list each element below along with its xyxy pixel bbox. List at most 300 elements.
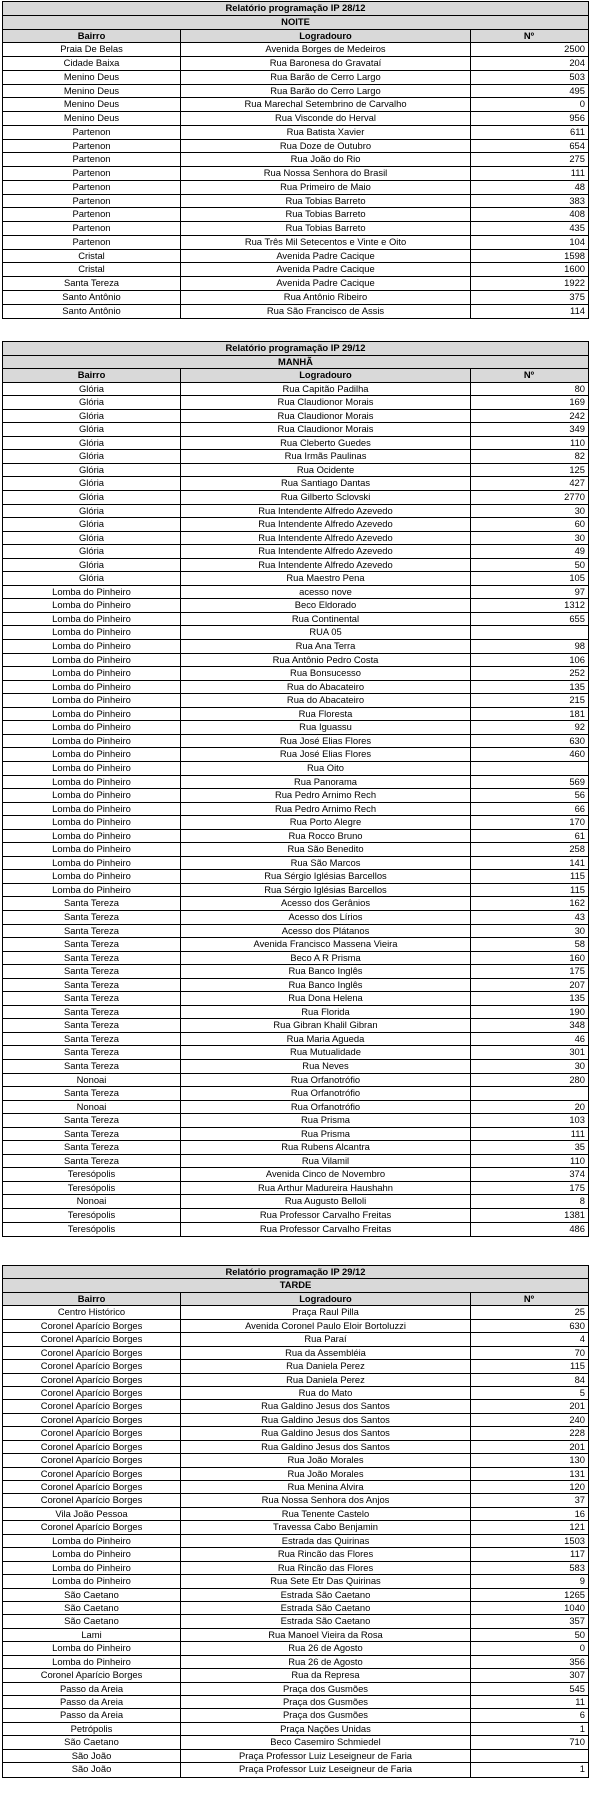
cell-numero: 383 bbox=[569, 194, 585, 206]
cell-numero: 111 bbox=[570, 1127, 585, 1139]
table-row bbox=[3, 735, 588, 749]
cell-logradouro: Rua Manoel Vieira da Rosa bbox=[181, 1629, 471, 1641]
cell-bairro: Glória bbox=[3, 410, 181, 423]
cell-bairro: Lomba do Pinheiro bbox=[3, 626, 181, 639]
cell-logradouro: Rua Bonsucesso bbox=[181, 667, 471, 680]
cell-logradouro: Rua Três Mil Setecentos e Vinte e Oito bbox=[181, 236, 471, 249]
cell-logradouro: Rua Iguassu bbox=[181, 721, 471, 734]
table-row bbox=[3, 464, 588, 478]
table-row bbox=[3, 383, 588, 397]
cell-bairro: São Caetano bbox=[3, 1615, 181, 1627]
cell-numero: 60 bbox=[574, 518, 585, 530]
cell-numero: 56 bbox=[574, 789, 585, 801]
cell-numero: 201 bbox=[569, 1400, 585, 1412]
header-bairro: Bairro bbox=[3, 1293, 181, 1305]
cell-bairro: Glória bbox=[3, 545, 181, 558]
cell-logradouro: Rua Galdino Jesus dos Santos bbox=[181, 1427, 471, 1439]
cell-logradouro: Rua Gilberto Sclovski bbox=[181, 491, 471, 504]
cell-numero: 710 bbox=[569, 1736, 585, 1748]
cell-numero: 427 bbox=[569, 477, 585, 489]
cell-bairro: Lomba do Pinheiro bbox=[3, 748, 181, 761]
cell-numero: 160 bbox=[569, 951, 585, 963]
table-row bbox=[3, 1195, 588, 1209]
cell-bairro: Passo da Areia bbox=[3, 1683, 181, 1695]
cell-logradouro: Acesso dos Gerânios bbox=[181, 897, 471, 910]
cell-logradouro: Rua Florida bbox=[181, 1006, 471, 1019]
cell-logradouro: Rua Galdino Jesus dos Santos bbox=[181, 1400, 471, 1412]
cell-numero: 204 bbox=[569, 57, 585, 68]
cell-bairro: Lomba do Pinheiro bbox=[3, 816, 181, 829]
cell-bairro: Santa Tereza bbox=[3, 1155, 181, 1168]
cell-numero: 111 bbox=[570, 167, 585, 178]
cell-bairro: Santa Tereza bbox=[3, 965, 181, 978]
report-title: Relatório programação IP 29/12 bbox=[3, 1266, 588, 1279]
table-row bbox=[3, 1223, 588, 1237]
table-row bbox=[3, 477, 588, 491]
cell-logradouro: Rua Mutualidade bbox=[181, 1046, 471, 1059]
cell-logradouro: Rua da Represa bbox=[181, 1669, 471, 1681]
cell-logradouro: Rua Banco Inglês bbox=[181, 965, 471, 978]
table-row bbox=[3, 843, 588, 857]
cell-numero: 121 bbox=[569, 1521, 585, 1533]
cell-numero: 374 bbox=[569, 1168, 585, 1180]
cell-bairro: Glória bbox=[3, 423, 181, 436]
table-row bbox=[3, 708, 588, 722]
cell-logradouro: Estrada São Caetano bbox=[181, 1615, 471, 1627]
cell-bairro: Lomba do Pinheiro bbox=[3, 667, 181, 680]
table-row bbox=[3, 1427, 588, 1440]
cell-numero: 2500 bbox=[564, 43, 585, 55]
cell-bairro: Santa Tereza bbox=[3, 938, 181, 951]
header-bairro: Bairro bbox=[3, 369, 181, 382]
cell-numero: 130 bbox=[569, 1454, 585, 1466]
cell-bairro: Lomba do Pinheiro bbox=[3, 762, 181, 775]
cell-numero: 92 bbox=[574, 721, 585, 733]
table-row bbox=[3, 263, 588, 277]
cell-bairro: Partenon bbox=[3, 195, 181, 208]
cell-logradouro: Beco Eldorado bbox=[181, 599, 471, 612]
cell-logradouro: Rua João Morales bbox=[181, 1454, 471, 1466]
cell-numero: 495 bbox=[569, 84, 585, 96]
cell-logradouro: Rua Tobias Barreto bbox=[181, 222, 471, 235]
cell-numero: 50 bbox=[574, 558, 585, 570]
cell-numero: 5 bbox=[579, 1386, 585, 1398]
table-row bbox=[3, 803, 588, 817]
cell-logradouro: Rua Gibran Khalil Gibran bbox=[181, 1019, 471, 1032]
cell-logradouro: Avenida Padre Cacique bbox=[181, 250, 471, 263]
cell-logradouro: Rua Antônio Pedro Costa bbox=[181, 654, 471, 667]
cell-logradouro: Avenida Cinco de Novembro bbox=[181, 1168, 471, 1181]
cell-numero: 169 bbox=[569, 396, 585, 408]
cell-bairro: Lomba do Pinheiro bbox=[3, 830, 181, 843]
cell-numero: 170 bbox=[569, 816, 585, 828]
table-row bbox=[3, 518, 588, 532]
cell-logradouro: Rua Ocidente bbox=[181, 464, 471, 477]
cell-numero: 258 bbox=[569, 843, 585, 855]
cell-numero: 408 bbox=[569, 208, 585, 220]
cell-bairro: Coronel Aparício Borges bbox=[3, 1468, 181, 1480]
cell-bairro: Coronel Aparício Borges bbox=[3, 1454, 181, 1466]
cell-bairro: Coronel Aparício Borges bbox=[3, 1374, 181, 1386]
table-row bbox=[3, 613, 588, 627]
cell-logradouro: Praça Raul Pilla bbox=[181, 1306, 471, 1318]
table-row bbox=[3, 1683, 588, 1696]
cell-bairro: Santa Tereza bbox=[3, 992, 181, 1005]
table-row bbox=[3, 208, 588, 222]
cell-bairro: Lomba do Pinheiro bbox=[3, 789, 181, 802]
cell-numero bbox=[471, 626, 588, 639]
table-row bbox=[3, 897, 588, 911]
cell-numero: 6 bbox=[579, 1709, 585, 1721]
table-row bbox=[3, 1669, 588, 1682]
table-row bbox=[3, 1101, 588, 1115]
cell-logradouro: Beco Casemiro Schmiedel bbox=[181, 1736, 471, 1748]
cell-numero: 120 bbox=[569, 1481, 585, 1492]
cell-logradouro: acesso nove bbox=[181, 586, 471, 599]
table-row bbox=[3, 626, 588, 640]
table-row bbox=[3, 654, 588, 668]
cell-numero: 349 bbox=[569, 423, 585, 435]
cell-numero: 141 bbox=[569, 856, 585, 868]
table-row bbox=[3, 681, 588, 695]
table-row bbox=[3, 1060, 588, 1074]
cell-logradouro: Rua Prisma bbox=[181, 1128, 471, 1141]
cell-bairro: Lomba do Pinheiro bbox=[3, 721, 181, 734]
cell-logradouro: Estrada São Caetano bbox=[181, 1602, 471, 1614]
cell-bairro: Coronel Aparício Borges bbox=[3, 1414, 181, 1426]
cell-bairro: Coronel Aparício Borges bbox=[3, 1427, 181, 1439]
cell-numero: 104 bbox=[569, 235, 585, 247]
cell-bairro: Praia De Belas bbox=[3, 43, 181, 56]
cell-bairro: Lomba do Pinheiro bbox=[3, 843, 181, 856]
table-row bbox=[3, 1182, 588, 1196]
cell-logradouro: Rua Pedro Arnimo Rech bbox=[181, 789, 471, 802]
cell-bairro: Lomba do Pinheiro bbox=[3, 1575, 181, 1587]
table-row bbox=[3, 776, 588, 790]
cell-bairro: Coronel Aparício Borges bbox=[3, 1347, 181, 1359]
cell-logradouro: Avenida Borges de Medeiros bbox=[181, 43, 471, 56]
header-logradouro: Logradouro bbox=[181, 369, 471, 382]
cell-bairro: Lomba do Pinheiro bbox=[3, 654, 181, 667]
table-row bbox=[3, 938, 588, 952]
cell-bairro: Cidade Baixa bbox=[3, 57, 181, 70]
cell-logradouro: Rua José Elias Flores bbox=[181, 748, 471, 761]
cell-bairro: Santo Antônio bbox=[3, 305, 181, 319]
table-row bbox=[3, 721, 588, 735]
cell-numero: 1040 bbox=[564, 1601, 585, 1613]
cell-numero: 190 bbox=[569, 1005, 585, 1017]
cell-bairro: Cristal bbox=[3, 263, 181, 276]
cell-logradouro: Rua Sérgio Iglésias Barcellos bbox=[181, 884, 471, 897]
table-row bbox=[3, 236, 588, 250]
table-row bbox=[3, 1087, 588, 1101]
table-row bbox=[3, 1006, 588, 1020]
table-row bbox=[3, 1347, 588, 1360]
cell-logradouro: Rua Banco Inglês bbox=[181, 979, 471, 992]
cell-numero: 49 bbox=[574, 545, 585, 557]
cell-bairro: Coronel Aparício Borges bbox=[3, 1441, 181, 1453]
header-numero: Nº bbox=[523, 29, 535, 41]
cell-numero: 0 bbox=[579, 1642, 585, 1654]
cell-numero bbox=[471, 1087, 588, 1100]
cell-bairro: Lomba do Pinheiro bbox=[3, 776, 181, 789]
column-header-row bbox=[3, 369, 588, 383]
cell-logradouro: Rua João do Rio bbox=[181, 153, 471, 166]
cell-bairro: Coronel Aparício Borges bbox=[3, 1669, 181, 1681]
cell-bairro: Glória bbox=[3, 464, 181, 477]
cell-logradouro: Rua Claudionor Morais bbox=[181, 396, 471, 409]
cell-logradouro: Rua Barão de Cerro Largo bbox=[181, 71, 471, 84]
cell-numero: 106 bbox=[569, 653, 585, 665]
cell-logradouro: Praça Professor Luiz Leseigneur de Faria bbox=[181, 1763, 471, 1776]
table-row bbox=[3, 1494, 588, 1507]
cell-logradouro: Rua São Marcos bbox=[181, 857, 471, 870]
cell-numero: 20 bbox=[574, 1100, 585, 1112]
cell-bairro: Coronel Aparício Borges bbox=[3, 1481, 181, 1493]
cell-bairro: Teresópolis bbox=[3, 1223, 181, 1237]
cell-logradouro: Rua Floresta bbox=[181, 708, 471, 721]
table-row bbox=[3, 1454, 588, 1467]
table-row bbox=[3, 640, 588, 654]
cell-numero: 280 bbox=[569, 1073, 585, 1085]
cell-bairro: Petrópolis bbox=[3, 1723, 181, 1735]
cell-logradouro: Rua Pedro Arnimo Rech bbox=[181, 803, 471, 816]
column-header-row bbox=[3, 30, 588, 44]
shift-label: TARDE bbox=[3, 1279, 588, 1292]
table-row bbox=[3, 1306, 588, 1319]
table-row bbox=[3, 911, 588, 925]
header-logradouro: Logradouro bbox=[181, 1293, 471, 1305]
cell-logradouro: Praça dos Gusmões bbox=[181, 1696, 471, 1708]
header-logradouro: Logradouro bbox=[181, 30, 471, 43]
cell-bairro: Santa Tereza bbox=[3, 897, 181, 910]
table-row bbox=[3, 870, 588, 884]
cell-bairro: Lomba do Pinheiro bbox=[3, 708, 181, 721]
cell-numero: 301 bbox=[569, 1046, 585, 1058]
cell-bairro: Santa Tereza bbox=[3, 1060, 181, 1073]
cell-logradouro: Rua Neves bbox=[181, 1060, 471, 1073]
cell-numero: 348 bbox=[569, 1019, 585, 1031]
cell-numero: 242 bbox=[569, 409, 585, 421]
cell-numero: 1 bbox=[579, 1722, 585, 1734]
table-row bbox=[3, 532, 588, 546]
cell-logradouro: Rua Paraí bbox=[181, 1333, 471, 1345]
cell-numero: 80 bbox=[574, 382, 585, 394]
table-row bbox=[3, 277, 588, 291]
cell-logradouro: Praça Nações Unidas bbox=[181, 1723, 471, 1735]
cell-logradouro: Rua Panorama bbox=[181, 776, 471, 789]
table-row bbox=[3, 1360, 588, 1373]
cell-bairro: Coronel Aparício Borges bbox=[3, 1494, 181, 1506]
table-row bbox=[3, 1333, 588, 1346]
cell-logradouro: Rua Prisma bbox=[181, 1114, 471, 1127]
table-row bbox=[3, 437, 588, 451]
cell-bairro: São Caetano bbox=[3, 1602, 181, 1614]
cell-numero: 162 bbox=[569, 897, 585, 909]
cell-logradouro: Praça dos Gusmões bbox=[181, 1709, 471, 1721]
cell-bairro: Glória bbox=[3, 559, 181, 572]
cell-bairro: Lomba do Pinheiro bbox=[3, 1548, 181, 1560]
cell-logradouro: Rua Intendente Alfredo Azevedo bbox=[181, 518, 471, 531]
report-table-1 bbox=[2, 1, 589, 319]
cell-numero: 97 bbox=[574, 585, 585, 597]
table-row bbox=[3, 1508, 588, 1521]
cell-numero: 117 bbox=[570, 1548, 585, 1560]
cell-numero: 48 bbox=[574, 180, 585, 192]
cell-numero: 175 bbox=[569, 1181, 585, 1193]
cell-numero: 207 bbox=[569, 978, 585, 990]
cell-logradouro: Rua Barão do Cerro Largo bbox=[181, 85, 471, 98]
cell-bairro: Partenon bbox=[3, 140, 181, 153]
table-row bbox=[3, 71, 588, 85]
cell-bairro: Santa Tereza bbox=[3, 1033, 181, 1046]
cell-bairro: Glória bbox=[3, 491, 181, 504]
cell-numero: 1503 bbox=[564, 1534, 585, 1546]
table-row bbox=[3, 1441, 588, 1454]
cell-numero: 30 bbox=[574, 504, 585, 516]
table-row bbox=[3, 1696, 588, 1709]
cell-bairro: Lomba do Pinheiro bbox=[3, 599, 181, 612]
cell-bairro: Santa Tereza bbox=[3, 952, 181, 965]
table-row bbox=[3, 1128, 588, 1142]
cell-bairro: Partenon bbox=[3, 222, 181, 235]
cell-numero: 35 bbox=[574, 1141, 585, 1153]
cell-logradouro: Rua Intendente Alfredo Azevedo bbox=[181, 505, 471, 518]
cell-numero: 611 bbox=[570, 125, 585, 137]
cell-logradouro: Rua Professor Carvalho Freitas bbox=[181, 1209, 471, 1222]
table-row bbox=[3, 1168, 588, 1182]
cell-bairro: Partenon bbox=[3, 181, 181, 194]
cell-numero: 82 bbox=[574, 450, 585, 462]
cell-logradouro: Rua São Benedito bbox=[181, 843, 471, 856]
table-row bbox=[3, 1521, 588, 1534]
cell-numero: 110 bbox=[570, 436, 585, 448]
cell-numero: 1 bbox=[579, 1763, 585, 1775]
cell-numero: 375 bbox=[569, 290, 585, 302]
cell-logradouro: Rua Sérgio Iglésias Barcellos bbox=[181, 870, 471, 883]
cell-numero: 630 bbox=[569, 734, 585, 746]
table-row bbox=[3, 1548, 588, 1561]
header-numero: Nº bbox=[523, 1292, 535, 1304]
cell-numero bbox=[471, 762, 588, 775]
cell-numero bbox=[471, 1750, 588, 1762]
cell-logradouro: Rua da Assembléia bbox=[181, 1347, 471, 1359]
cell-numero: 84 bbox=[574, 1373, 585, 1385]
cell-bairro: Lomba do Pinheiro bbox=[3, 694, 181, 707]
cell-numero: 240 bbox=[569, 1413, 585, 1425]
cell-bairro: Santa Tereza bbox=[3, 911, 181, 924]
cell-logradouro: Rua Doze de Outubro bbox=[181, 140, 471, 153]
cell-logradouro: Praça Professor Luiz Leseigneur de Faria bbox=[181, 1750, 471, 1762]
cell-logradouro: Rua Rincão das Flores bbox=[181, 1562, 471, 1574]
cell-bairro: Partenon bbox=[3, 208, 181, 221]
cell-numero: 655 bbox=[569, 612, 585, 624]
table-row bbox=[3, 1709, 588, 1722]
cell-numero: 654 bbox=[569, 139, 585, 151]
cell-bairro: Passo da Areia bbox=[3, 1709, 181, 1721]
cell-logradouro: Acesso dos Plátanos bbox=[181, 925, 471, 938]
cell-logradouro: Rua Nossa Senhora dos Anjos bbox=[181, 1494, 471, 1506]
cell-bairro: Coronel Aparício Borges bbox=[3, 1333, 181, 1345]
table-row bbox=[3, 952, 588, 966]
cell-bairro: Glória bbox=[3, 532, 181, 545]
cell-numero: 2770 bbox=[564, 491, 585, 503]
cell-bairro: Lomba do Pinheiro bbox=[3, 613, 181, 626]
cell-bairro: Teresópolis bbox=[3, 1209, 181, 1222]
cell-logradouro: Rua Irmãs Paulinas bbox=[181, 450, 471, 463]
cell-bairro: Santa Tereza bbox=[3, 979, 181, 992]
cell-bairro: Santa Tereza bbox=[3, 277, 181, 290]
cell-numero: 0 bbox=[579, 98, 585, 110]
table-row bbox=[3, 98, 588, 112]
cell-bairro: Partenon bbox=[3, 236, 181, 249]
table-row bbox=[3, 965, 588, 979]
report-table-2 bbox=[2, 341, 589, 1237]
cell-logradouro: Rua Rocco Bruno bbox=[181, 830, 471, 843]
cell-bairro: Cristal bbox=[3, 250, 181, 263]
table-row bbox=[3, 1589, 588, 1602]
table-row bbox=[3, 1019, 588, 1033]
cell-bairro: Teresópolis bbox=[3, 1182, 181, 1195]
cell-numero: 181 bbox=[569, 707, 585, 719]
cell-numero: 630 bbox=[569, 1319, 585, 1331]
cell-logradouro: Rua Antônio Ribeiro bbox=[181, 291, 471, 304]
table-row bbox=[3, 1750, 588, 1763]
table-row bbox=[3, 1400, 588, 1413]
cell-logradouro: Rua Claudionor Morais bbox=[181, 410, 471, 423]
table-row bbox=[3, 1374, 588, 1387]
cell-numero: 215 bbox=[569, 694, 585, 706]
cell-numero: 1265 bbox=[564, 1588, 585, 1600]
cell-logradouro: Rua Intendente Alfredo Azevedo bbox=[181, 559, 471, 572]
table-row bbox=[3, 1562, 588, 1575]
cell-logradouro: Rua Maestro Pena bbox=[181, 572, 471, 585]
table-row bbox=[3, 816, 588, 830]
cell-bairro: Coronel Aparício Borges bbox=[3, 1521, 181, 1533]
cell-logradouro: Rua 26 de Agosto bbox=[181, 1656, 471, 1668]
cell-numero: 37 bbox=[574, 1494, 585, 1506]
header-numero: Nº bbox=[523, 369, 535, 381]
cell-numero: 252 bbox=[569, 667, 585, 679]
cell-bairro: Glória bbox=[3, 477, 181, 490]
table-row bbox=[3, 1033, 588, 1047]
cell-numero: 58 bbox=[574, 938, 585, 950]
table-row bbox=[3, 195, 588, 209]
cell-bairro: Glória bbox=[3, 572, 181, 585]
cell-bairro: Santa Tereza bbox=[3, 1114, 181, 1127]
cell-numero: 1312 bbox=[564, 599, 585, 611]
cell-bairro: Santa Tereza bbox=[3, 1046, 181, 1059]
column-header-row bbox=[3, 1293, 588, 1306]
cell-bairro: Vila João Pessoa bbox=[3, 1508, 181, 1520]
header-bairro: Bairro bbox=[3, 30, 181, 43]
table-row bbox=[3, 423, 588, 437]
cell-bairro: Lomba do Pinheiro bbox=[3, 857, 181, 870]
table-row bbox=[3, 1320, 588, 1333]
cell-logradouro: Rua Tobias Barreto bbox=[181, 208, 471, 221]
cell-logradouro: Rua Orfanotrófio bbox=[181, 1087, 471, 1100]
cell-numero: 30 bbox=[574, 531, 585, 543]
cell-numero: 1922 bbox=[564, 277, 585, 288]
cell-bairro: Partenon bbox=[3, 126, 181, 139]
cell-logradouro: Rua Baronesa do Gravataí bbox=[181, 57, 471, 70]
cell-bairro: Glória bbox=[3, 518, 181, 531]
cell-logradouro: Rua Claudionor Morais bbox=[181, 423, 471, 436]
table-row bbox=[3, 1723, 588, 1736]
cell-logradouro: Rua Capitão Padilha bbox=[181, 383, 471, 396]
cell-numero: 125 bbox=[569, 463, 585, 475]
cell-numero: 61 bbox=[574, 829, 585, 841]
